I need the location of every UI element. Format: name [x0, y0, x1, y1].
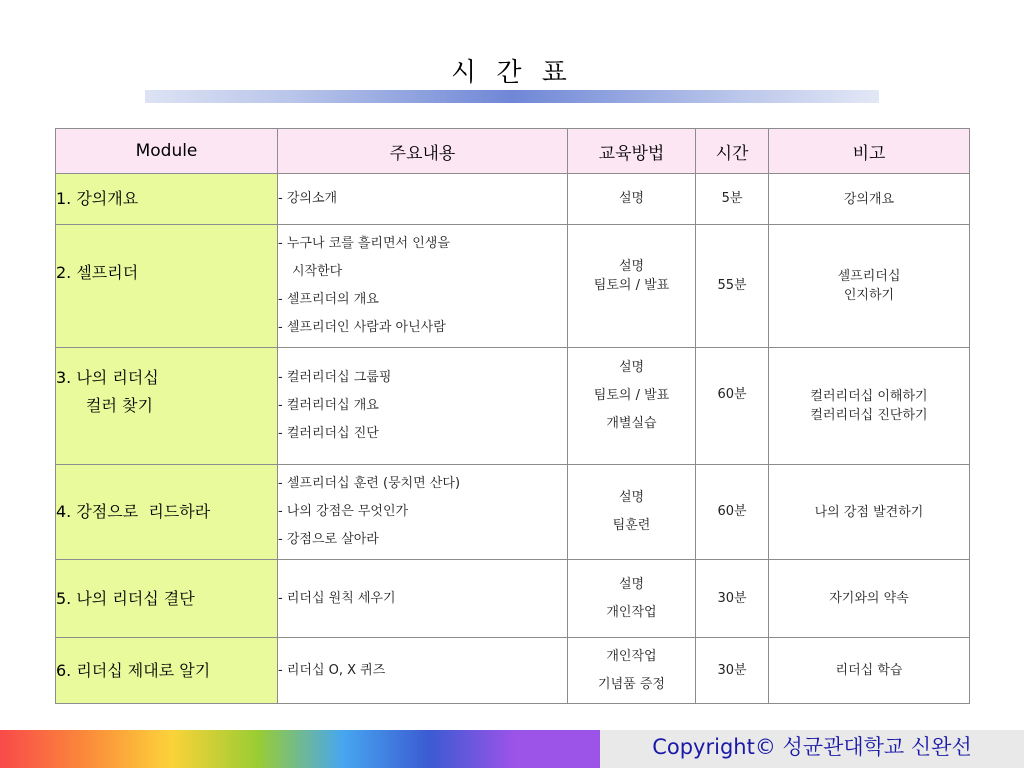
- time-cell: 5분: [696, 174, 769, 225]
- note-cell: [769, 225, 970, 348]
- table-row: [56, 560, 970, 638]
- method-line: 개별실습: [606, 416, 657, 431]
- content-cell: [278, 465, 568, 560]
- note-cell: [769, 174, 970, 225]
- content-line: - 셀프리더십 훈련 (뭉치면 산다): [278, 476, 461, 491]
- content-line: - 셀프리더의 개요: [278, 292, 379, 307]
- content-line: 시작한다: [292, 264, 343, 279]
- content-line: - 셀프리더인 사람과 아닌사람: [278, 320, 446, 335]
- footer-color-strip: [0, 730, 600, 768]
- time-cell: 60분: [696, 348, 769, 465]
- content-line: - 컬러리더십 진단: [278, 426, 379, 441]
- note-cell: [769, 348, 970, 465]
- note-line: 자기와의 약속: [829, 591, 909, 606]
- time-cell: 30분: [696, 560, 769, 638]
- footer-color-block: [429, 730, 515, 768]
- content-line: - 강의소개: [278, 191, 338, 206]
- footer-color-block: [343, 730, 429, 768]
- table-row: [56, 348, 970, 465]
- module-cell: [56, 560, 278, 638]
- method-line: 팀토의 / 발표: [593, 388, 670, 403]
- method-cell: [568, 225, 696, 348]
- method-line: 설명: [618, 576, 645, 592]
- module-title: 3. 나의 리더십: [56, 368, 159, 387]
- module-title: 5. 나의 리더십 결단: [56, 588, 195, 608]
- footer-color-block: [0, 730, 86, 768]
- table-row: [56, 638, 970, 704]
- note-line: 컬러리더십 진단하기: [810, 408, 928, 423]
- table-header-row: [56, 129, 970, 174]
- table-row: [56, 465, 970, 560]
- header-content: 주요내용: [278, 129, 568, 174]
- content-line: - 컬러리더십 그룹핑: [278, 370, 392, 385]
- content-cell: [278, 348, 568, 465]
- content-line: - 컬러리더십 개요: [278, 398, 379, 413]
- content-line: - 리더십 원칙 세우기: [278, 590, 396, 606]
- note-line: 리더십 학습: [835, 663, 903, 678]
- method-cell: [568, 348, 696, 465]
- footer-color-block: [86, 730, 172, 768]
- method-cell: [568, 560, 696, 638]
- method-line: 설명: [618, 259, 645, 274]
- module-cell: [56, 638, 278, 704]
- note-line: 나의 강점 발견하기: [814, 504, 924, 520]
- module-cell: [56, 174, 278, 225]
- method-line: 개인작업: [606, 604, 657, 620]
- copyright-text: Copyright© 성균관대학교 신완선: [652, 735, 972, 759]
- content-cell: [278, 174, 568, 225]
- note-line: 인지하기: [843, 288, 895, 303]
- time-cell: 55분: [696, 225, 769, 348]
- note-cell: [769, 465, 970, 560]
- method-line: 기념품 증정: [598, 676, 665, 692]
- content-cell: [278, 560, 568, 638]
- table-row: [56, 174, 970, 225]
- method-line: 개인작업: [606, 648, 657, 664]
- module-cell: [56, 465, 278, 560]
- method-line: 팀토의 / 발표: [593, 278, 670, 293]
- footer-color-block: [514, 730, 600, 768]
- method-line: 설명: [618, 191, 645, 206]
- module-title: 2. 셀프리더: [56, 263, 139, 282]
- header-method: 교육방법: [568, 129, 696, 174]
- time-cell: 30분: [696, 638, 769, 704]
- header-module: Module: [56, 129, 278, 174]
- header-note: 비고: [769, 129, 970, 174]
- module-title: 1. 강의개요: [56, 189, 139, 208]
- schedule-table: [55, 128, 970, 704]
- module-title: 6. 리더십 제대로 알기: [56, 660, 211, 680]
- content-line: - 나의 강점은 무엇인가: [278, 504, 409, 519]
- page-title: 시 간 표: [451, 58, 573, 88]
- content-cell: [278, 638, 568, 704]
- method-line: 설명: [618, 360, 645, 375]
- method-line: 설명: [618, 490, 645, 505]
- note-cell: [769, 638, 970, 704]
- note-cell: [769, 560, 970, 638]
- table-row: [56, 225, 970, 348]
- time-cell: 60분: [696, 465, 769, 560]
- module-cell: [56, 348, 278, 465]
- header-time: 시간: [696, 129, 769, 174]
- method-cell: [568, 638, 696, 704]
- title-underline-bar: [145, 90, 879, 103]
- method-cell: [568, 465, 696, 560]
- note-line: 컬러리더십 이해하기: [810, 389, 928, 404]
- content-line: - 누구나 코를 흘리면서 인생을: [278, 236, 450, 251]
- content-line: - 강점으로 살아라: [278, 532, 379, 547]
- module-title: 4. 강점으로 리드하라: [56, 502, 211, 521]
- footer-color-block: [171, 730, 257, 768]
- content-line: - 리더십 O, X 퀴즈: [278, 662, 386, 678]
- method-cell: [568, 174, 696, 225]
- method-line: 팀훈련: [612, 518, 651, 533]
- module-cell: [56, 225, 278, 348]
- note-line: 강의개요: [843, 191, 895, 207]
- note-line: 셀프리더십: [837, 269, 901, 284]
- footer-color-block: [257, 730, 343, 768]
- module-subtitle: 컬러 찾기: [86, 396, 153, 415]
- content-cell: [278, 225, 568, 348]
